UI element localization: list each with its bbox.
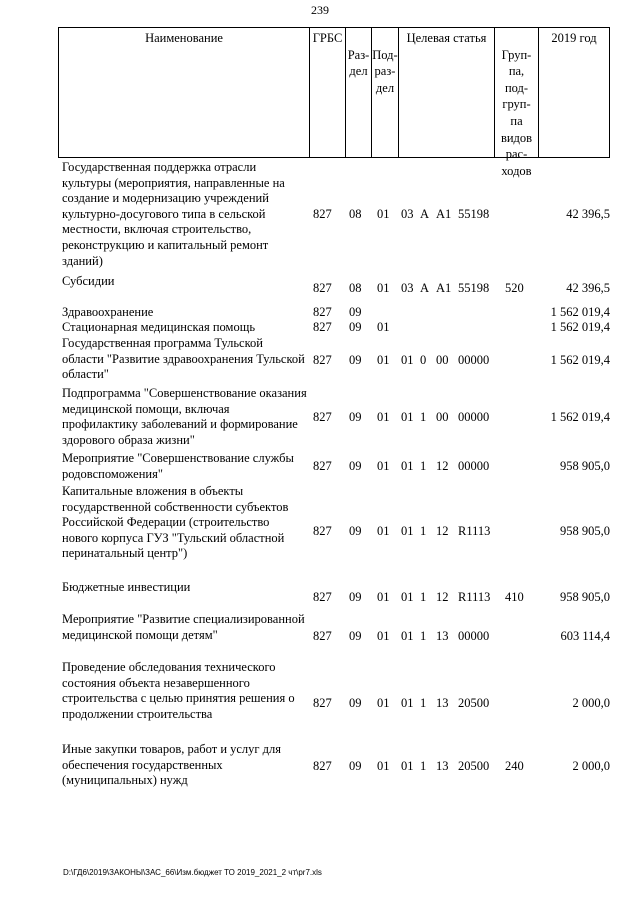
row-amount: 958 905,0 bbox=[560, 459, 610, 473]
row-podrazdel: 01 bbox=[377, 410, 390, 424]
row-target-subprogram: 1 bbox=[420, 459, 427, 473]
row-razdel: 09 bbox=[349, 696, 362, 710]
row-name: Капитальные вложения в объекты государственной собственности субъектов Российской Федерации (строительство нового корпуса ГУЗ "Тульский областной перинатальный центр") bbox=[62, 484, 289, 561]
row-podrazdel: 01 bbox=[377, 759, 390, 773]
row-name: Бюджетные инвестиции bbox=[62, 580, 191, 594]
row-target-subprogram: А bbox=[420, 207, 430, 221]
row-target-event: 00 bbox=[436, 353, 449, 367]
row-target-program: 01 bbox=[401, 459, 414, 473]
header-podrazdel-label: Под- раз- дел bbox=[372, 47, 398, 95]
row-target-code: R1113 bbox=[458, 590, 491, 604]
row-amount: 1 562 019,4 bbox=[550, 320, 610, 334]
row-target-subprogram: 1 bbox=[420, 410, 427, 424]
row-grbs: 827 bbox=[313, 305, 332, 319]
row-target-code: 00000 bbox=[458, 410, 490, 424]
row-target-program: 01 bbox=[401, 353, 414, 367]
row-target-code: 00000 bbox=[458, 459, 490, 473]
row-grbs: 827 bbox=[313, 696, 332, 710]
row-razdel: 09 bbox=[349, 590, 362, 604]
row-target-event: А1 bbox=[436, 281, 452, 295]
row-group: 240 bbox=[505, 759, 524, 773]
row-target-program: 03 bbox=[401, 207, 414, 221]
row-name: Субсидии bbox=[62, 274, 115, 288]
row-amount: 2 000,0 bbox=[572, 696, 610, 710]
row-podrazdel: 01 bbox=[377, 696, 390, 710]
row-group: 520 bbox=[505, 281, 524, 295]
row-razdel: 08 bbox=[349, 281, 362, 295]
row-group: 410 bbox=[505, 590, 524, 604]
row-name: Мероприятие "Совершенствование службы родовспоможения" bbox=[62, 451, 294, 481]
row-target-code: 00000 bbox=[458, 629, 490, 643]
row-amount: 1 562 019,4 bbox=[550, 410, 610, 424]
header-grbs bbox=[309, 27, 345, 158]
header-razdel-label: Раз- дел bbox=[347, 47, 370, 79]
row-target-program: 01 bbox=[401, 759, 414, 773]
row-target-subprogram: 1 bbox=[420, 629, 427, 643]
row-razdel: 09 bbox=[349, 459, 362, 473]
row-name: Иные закупки товаров, работ и услуг для обеспечения государственных (муниципальных) нужд bbox=[62, 742, 282, 788]
row-target-event: 12 bbox=[436, 590, 449, 604]
row-target-event: 12 bbox=[436, 459, 449, 473]
row-razdel: 09 bbox=[349, 410, 362, 424]
row-target-subprogram: 0 bbox=[420, 353, 427, 367]
row-target-code: 55198 bbox=[458, 207, 490, 221]
row-podrazdel: 01 bbox=[377, 353, 390, 367]
header-target bbox=[398, 27, 494, 158]
row-grbs: 827 bbox=[313, 353, 332, 367]
row-podrazdel: 01 bbox=[377, 459, 390, 473]
row-target-event: 13 bbox=[436, 759, 449, 773]
row-razdel: 09 bbox=[349, 524, 362, 538]
row-amount: 42 396,5 bbox=[566, 207, 610, 221]
row-podrazdel: 01 bbox=[377, 629, 390, 643]
row-amount: 1 562 019,4 bbox=[550, 305, 610, 319]
row-podrazdel: 01 bbox=[377, 281, 390, 295]
row-target-code: 20500 bbox=[458, 759, 490, 773]
row-grbs: 827 bbox=[313, 281, 332, 295]
row-grbs: 827 bbox=[313, 759, 332, 773]
header-name bbox=[58, 27, 309, 158]
row-target-code: 00000 bbox=[458, 353, 490, 367]
row-grbs: 827 bbox=[313, 629, 332, 643]
row-name: Мероприятие "Развитие специализированной медицинской помощи детям" bbox=[62, 612, 305, 642]
header-podrazdel bbox=[371, 27, 398, 158]
row-amount: 958 905,0 bbox=[560, 524, 610, 538]
header-target-label: Целевая статья bbox=[406, 31, 487, 45]
row-name: Государственная программа Тульской области "Развитие здравоохранения Тульской области" bbox=[62, 336, 305, 382]
row-grbs: 827 bbox=[313, 410, 332, 424]
row-target-subprogram: 1 bbox=[420, 759, 427, 773]
row-target-code: 55198 bbox=[458, 281, 490, 295]
row-target-subprogram: 1 bbox=[420, 590, 427, 604]
row-target-event: А1 bbox=[436, 207, 452, 221]
row-name: Подпрограмма "Совершенствование оказания медицинской помощи, включая профилактику заболеваний и формирование здорового образа жизни" bbox=[62, 386, 307, 447]
header-name-label: Наименование bbox=[145, 31, 223, 45]
row-target-program: 01 bbox=[401, 524, 414, 538]
row-target-event: 13 bbox=[436, 629, 449, 643]
page-number: 239 bbox=[311, 3, 329, 17]
header-grbs-label: ГРБС bbox=[312, 31, 343, 45]
row-name: Проведение обследования технического состояния объекта незавершенного строительства с целью принятия решения о продолжении строительства bbox=[62, 660, 295, 721]
header-group-label: Груп- па, под- груп- па видов рас- ходов bbox=[500, 47, 533, 178]
row-podrazdel: 01 bbox=[377, 320, 390, 334]
row-podrazdel: 01 bbox=[377, 207, 390, 221]
row-target-program: 01 bbox=[401, 696, 414, 710]
row-amount: 603 114,4 bbox=[560, 629, 610, 643]
row-grbs: 827 bbox=[313, 459, 332, 473]
row-podrazdel: 01 bbox=[377, 524, 390, 538]
row-grbs: 827 bbox=[313, 524, 332, 538]
row-target-event: 13 bbox=[436, 696, 449, 710]
row-podrazdel: 01 bbox=[377, 590, 390, 604]
row-razdel: 09 bbox=[349, 629, 362, 643]
header-year-label: 2019 год bbox=[551, 31, 597, 45]
row-amount: 2 000,0 bbox=[572, 759, 610, 773]
row-target-code: R1113 bbox=[458, 524, 491, 538]
row-amount: 42 396,5 bbox=[566, 281, 610, 295]
row-amount: 958 905,0 bbox=[560, 590, 610, 604]
row-target-program: 01 bbox=[401, 410, 414, 424]
row-razdel: 09 bbox=[349, 305, 362, 319]
row-target-subprogram: 1 bbox=[420, 696, 427, 710]
row-grbs: 827 bbox=[313, 590, 332, 604]
row-target-subprogram: А bbox=[420, 281, 430, 295]
row-target-program: 01 bbox=[401, 629, 414, 643]
row-amount: 1 562 019,4 bbox=[550, 353, 610, 367]
row-target-event: 00 bbox=[436, 410, 449, 424]
row-target-event: 12 bbox=[436, 524, 449, 538]
row-razdel: 09 bbox=[349, 759, 362, 773]
row-target-subprogram: 1 bbox=[420, 524, 427, 538]
header-group bbox=[494, 27, 538, 178]
row-target-code: 20500 bbox=[458, 696, 490, 710]
row-name: Стационарная медицинская помощь bbox=[62, 320, 256, 334]
row-grbs: 827 bbox=[313, 320, 332, 334]
row-target-program: 01 bbox=[401, 590, 414, 604]
row-razdel: 09 bbox=[349, 353, 362, 367]
row-name: Здравоохранение bbox=[62, 305, 154, 319]
header-razdel bbox=[345, 27, 371, 158]
row-grbs: 827 bbox=[313, 207, 332, 221]
row-razdel: 09 bbox=[349, 320, 362, 334]
row-name: Государственная поддержка отрасли культуры (мероприятия, направленные на создание и модернизацию учреждений культурно-досугового типа в сельской местности, включая строительство, реконструкцию и капитальный ремонт зданий) bbox=[62, 160, 285, 268]
file-path-footer: D:\ГД6\2019\ЗАКОНЫ\ЗАС_66\Изм.бюджет ТО 2019_2021_2 чт\pr7.xls bbox=[63, 868, 322, 877]
header-year bbox=[538, 27, 610, 158]
row-razdel: 08 bbox=[349, 207, 362, 221]
row-target-program: 03 bbox=[401, 281, 414, 295]
